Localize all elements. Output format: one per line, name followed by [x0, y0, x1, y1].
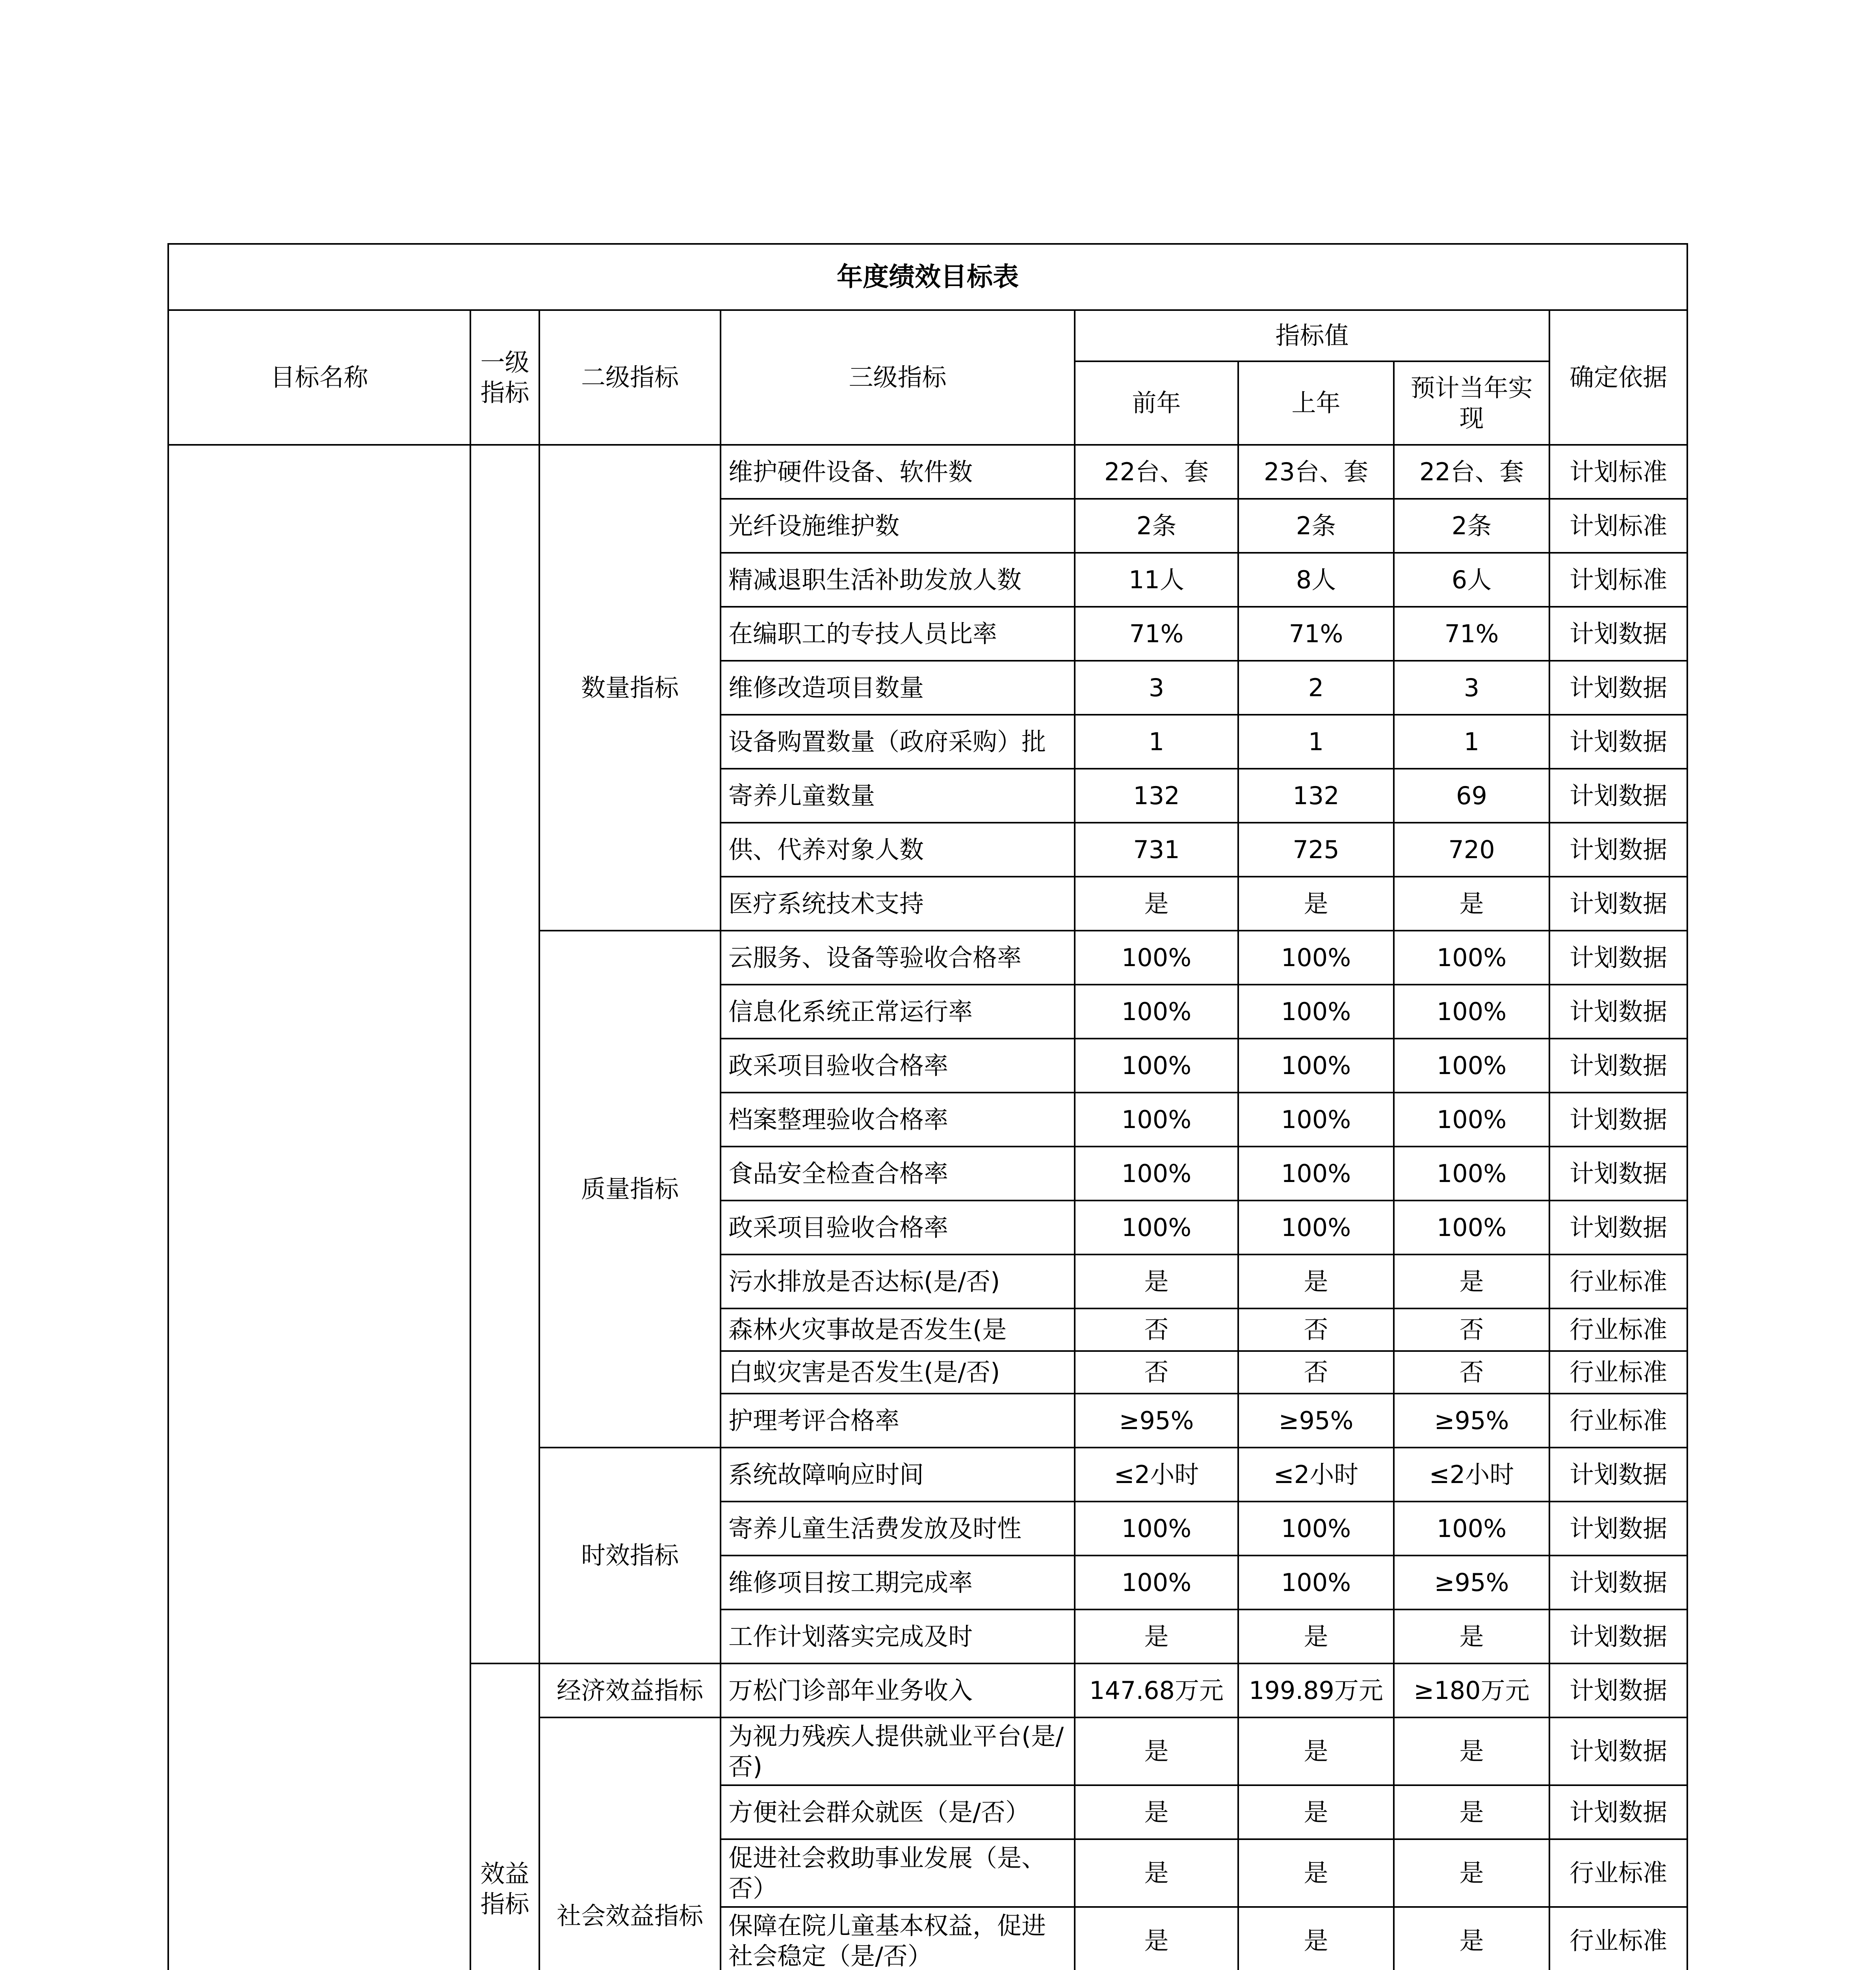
expected-value: 是 — [1394, 1839, 1549, 1907]
prev-year-value: 否 — [1075, 1351, 1238, 1394]
last-year-value: 是 — [1238, 1609, 1394, 1663]
expected-value: 100% — [1394, 1502, 1549, 1556]
prev-year-value: 22台、套 — [1075, 445, 1238, 499]
prev-year-value: 是 — [1075, 1907, 1238, 1970]
level3-indicator-cell: 云服务、设备等验收合格率 — [721, 931, 1075, 985]
level1-indicator-cell — [470, 445, 539, 1663]
basis-cell: 计划数据 — [1549, 1663, 1687, 1717]
prev-year-value: 是 — [1075, 1609, 1238, 1663]
prev-year-value: 11人 — [1075, 553, 1238, 607]
level3-indicator-cell: 寄养儿童生活费发放及时性 — [721, 1502, 1075, 1556]
prev-year-value: 100% — [1075, 1502, 1238, 1556]
expected-value: ≥95% — [1394, 1394, 1549, 1448]
prev-year-value: ≤2小时 — [1075, 1448, 1238, 1502]
basis-cell: 行业标准 — [1549, 1351, 1687, 1394]
header-expected: 预计当年实现 — [1394, 361, 1549, 445]
basis-cell: 计划数据 — [1549, 607, 1687, 661]
header-basis: 确定依据 — [1549, 310, 1687, 445]
expected-value: 否 — [1394, 1308, 1549, 1351]
prev-year-value: 100% — [1075, 1556, 1238, 1609]
expected-value: 22台、套 — [1394, 445, 1549, 499]
level2-indicator-cell: 社会效益指标 — [539, 1717, 721, 1970]
prev-year-value: 147.68万元 — [1075, 1663, 1238, 1717]
last-year-value: 1 — [1238, 715, 1394, 769]
expected-value: ≥180万元 — [1394, 1663, 1549, 1717]
level3-indicator-cell: 供、代养对象人数 — [721, 823, 1075, 877]
prev-year-value: 2条 — [1075, 499, 1238, 553]
prev-year-value: 731 — [1075, 823, 1238, 877]
expected-value: 1 — [1394, 715, 1549, 769]
expected-value: 100% — [1394, 1147, 1549, 1201]
last-year-value: 2条 — [1238, 499, 1394, 553]
expected-value: 是 — [1394, 1907, 1549, 1970]
header-prev-year: 前年 — [1075, 361, 1238, 445]
basis-cell: 行业标准 — [1549, 1839, 1687, 1907]
last-year-value: 是 — [1238, 1254, 1394, 1308]
level3-indicator-cell: 森林火灾事故是否发生(是 — [721, 1308, 1075, 1351]
last-year-value: 否 — [1238, 1351, 1394, 1394]
last-year-value: 100% — [1238, 1039, 1394, 1093]
level3-indicator-cell: 寄养儿童数量 — [721, 769, 1075, 823]
level3-indicator-cell: 精减退职生活补助发放人数 — [721, 553, 1075, 607]
basis-cell: 计划数据 — [1549, 1609, 1687, 1663]
expected-value: ≤2小时 — [1394, 1448, 1549, 1502]
expected-value: ≥95% — [1394, 1556, 1549, 1609]
prev-year-value: 是 — [1075, 1839, 1238, 1907]
prev-year-value: 100% — [1075, 1093, 1238, 1147]
prev-year-value: 132 — [1075, 769, 1238, 823]
last-year-value: 132 — [1238, 769, 1394, 823]
last-year-value: 是 — [1238, 1785, 1394, 1839]
header-level1: 一级指标 — [470, 310, 539, 445]
level3-indicator-cell: 光纤设施维护数 — [721, 499, 1075, 553]
last-year-value: 是 — [1238, 1907, 1394, 1970]
basis-cell: 计划数据 — [1549, 715, 1687, 769]
basis-cell: 计划数据 — [1549, 1093, 1687, 1147]
prev-year-value: 否 — [1075, 1308, 1238, 1351]
level3-indicator-cell: 方便社会群众就医（是/否） — [721, 1785, 1075, 1839]
performance-target-table — [167, 243, 1688, 1970]
prev-year-value: 100% — [1075, 1039, 1238, 1093]
level3-indicator-cell: 食品安全检查合格率 — [721, 1147, 1075, 1201]
prev-year-value: 100% — [1075, 1201, 1238, 1254]
level2-indicator-cell: 质量指标 — [539, 931, 721, 1448]
last-year-value: 100% — [1238, 1556, 1394, 1609]
expected-value: 100% — [1394, 985, 1549, 1039]
level3-indicator-cell: 系统故障响应时间 — [721, 1448, 1075, 1502]
level3-indicator-cell: 万松门诊部年业务收入 — [721, 1663, 1075, 1717]
expected-value: 720 — [1394, 823, 1549, 877]
last-year-value: 是 — [1238, 877, 1394, 931]
level3-indicator-cell: 促进社会救助事业发展（是、否） — [721, 1839, 1075, 1907]
table-title: 年度绩效目标表 — [168, 244, 1687, 310]
table-row — [168, 445, 1687, 499]
last-year-value: 725 — [1238, 823, 1394, 877]
last-year-value: 199.89万元 — [1238, 1663, 1394, 1717]
level3-indicator-cell: 维修项目按工期完成率 — [721, 1556, 1075, 1609]
expected-value: 100% — [1394, 931, 1549, 985]
prev-year-value: ≥95% — [1075, 1394, 1238, 1448]
expected-value: 是 — [1394, 1717, 1549, 1785]
basis-cell: 计划标准 — [1549, 499, 1687, 553]
expected-value: 71% — [1394, 607, 1549, 661]
prev-year-value: 是 — [1075, 1785, 1238, 1839]
basis-cell: 计划数据 — [1549, 985, 1687, 1039]
expected-value: 是 — [1394, 1785, 1549, 1839]
basis-cell: 计划数据 — [1549, 823, 1687, 877]
level2-indicator-cell: 时效指标 — [539, 1448, 721, 1663]
basis-cell: 行业标准 — [1549, 1308, 1687, 1351]
last-year-value: 否 — [1238, 1308, 1394, 1351]
basis-cell: 行业标准 — [1549, 1907, 1687, 1970]
last-year-value: 100% — [1238, 1147, 1394, 1201]
level3-indicator-cell: 在编职工的专技人员比率 — [721, 607, 1075, 661]
header-indicator-value: 指标值 — [1075, 310, 1549, 361]
prev-year-value: 3 — [1075, 661, 1238, 715]
level3-indicator-cell: 污水排放是否达标(是/否) — [721, 1254, 1075, 1308]
basis-cell: 计划数据 — [1549, 1448, 1687, 1502]
prev-year-value: 71% — [1075, 607, 1238, 661]
prev-year-value: 1 — [1075, 715, 1238, 769]
basis-cell: 计划数据 — [1549, 1147, 1687, 1201]
last-year-value: 100% — [1238, 1093, 1394, 1147]
basis-cell: 计划数据 — [1549, 931, 1687, 985]
expected-value: 100% — [1394, 1093, 1549, 1147]
expected-value: 2条 — [1394, 499, 1549, 553]
level2-indicator-cell: 数量指标 — [539, 445, 721, 931]
header-level2: 二级指标 — [539, 310, 721, 445]
header-goal-name: 目标名称 — [168, 310, 470, 445]
expected-value: 是 — [1394, 877, 1549, 931]
level3-indicator-cell: 信息化系统正常运行率 — [721, 985, 1075, 1039]
level2-indicator-cell: 经济效益指标 — [539, 1663, 721, 1717]
level3-indicator-cell: 工作计划落实完成及时 — [721, 1609, 1075, 1663]
basis-cell: 计划数据 — [1549, 661, 1687, 715]
header-level3: 三级指标 — [721, 310, 1075, 445]
level1-indicator-cell: 效益指标 — [470, 1663, 539, 1970]
last-year-value: ≥95% — [1238, 1394, 1394, 1448]
level3-indicator-cell: 护理考评合格率 — [721, 1394, 1075, 1448]
last-year-value: ≤2小时 — [1238, 1448, 1394, 1502]
expected-value: 100% — [1394, 1201, 1549, 1254]
basis-cell: 计划数据 — [1549, 1556, 1687, 1609]
expected-value: 否 — [1394, 1351, 1549, 1394]
basis-cell: 计划标准 — [1549, 445, 1687, 499]
last-year-value: 是 — [1238, 1839, 1394, 1907]
prev-year-value: 是 — [1075, 1717, 1238, 1785]
level3-indicator-cell: 设备购置数量（政府采购）批 — [721, 715, 1075, 769]
last-year-value: 71% — [1238, 607, 1394, 661]
last-year-value: 2 — [1238, 661, 1394, 715]
level3-indicator-cell: 档案整理验收合格率 — [721, 1093, 1075, 1147]
last-year-value: 100% — [1238, 1201, 1394, 1254]
level3-indicator-cell: 白蚁灾害是否发生(是/否) — [721, 1351, 1075, 1394]
goal-name-cell — [168, 445, 470, 1970]
expected-value: 是 — [1394, 1254, 1549, 1308]
basis-cell: 计划数据 — [1549, 1502, 1687, 1556]
basis-cell: 计划数据 — [1549, 1717, 1687, 1785]
prev-year-value: 是 — [1075, 1254, 1238, 1308]
expected-value: 6人 — [1394, 553, 1549, 607]
header-last-year: 上年 — [1238, 361, 1394, 445]
last-year-value: 100% — [1238, 931, 1394, 985]
expected-value: 69 — [1394, 769, 1549, 823]
basis-cell: 行业标准 — [1549, 1394, 1687, 1448]
level3-indicator-cell: 政采项目验收合格率 — [721, 1201, 1075, 1254]
last-year-value: 23台、套 — [1238, 445, 1394, 499]
prev-year-value: 100% — [1075, 931, 1238, 985]
basis-cell: 计划标准 — [1549, 553, 1687, 607]
level3-indicator-cell: 维护硬件设备、软件数 — [721, 445, 1075, 499]
level3-indicator-cell: 为视力残疾人提供就业平台(是/否) — [721, 1717, 1075, 1785]
expected-value: 100% — [1394, 1039, 1549, 1093]
level3-indicator-cell: 维修改造项目数量 — [721, 661, 1075, 715]
expected-value: 3 — [1394, 661, 1549, 715]
prev-year-value: 是 — [1075, 877, 1238, 931]
basis-cell: 行业标准 — [1549, 1254, 1687, 1308]
basis-cell: 计划数据 — [1549, 769, 1687, 823]
level3-indicator-cell: 政采项目验收合格率 — [721, 1039, 1075, 1093]
basis-cell: 计划数据 — [1549, 1039, 1687, 1093]
basis-cell: 计划数据 — [1549, 877, 1687, 931]
level3-indicator-cell: 医疗系统技术支持 — [721, 877, 1075, 931]
last-year-value: 是 — [1238, 1717, 1394, 1785]
level3-indicator-cell: 保障在院儿童基本权益，促进社会稳定（是/否） — [721, 1907, 1075, 1970]
prev-year-value: 100% — [1075, 985, 1238, 1039]
last-year-value: 8人 — [1238, 553, 1394, 607]
prev-year-value: 100% — [1075, 1147, 1238, 1201]
basis-cell: 计划数据 — [1549, 1201, 1687, 1254]
basis-cell: 计划数据 — [1549, 1785, 1687, 1839]
last-year-value: 100% — [1238, 1502, 1394, 1556]
last-year-value: 100% — [1238, 985, 1394, 1039]
expected-value: 是 — [1394, 1609, 1549, 1663]
